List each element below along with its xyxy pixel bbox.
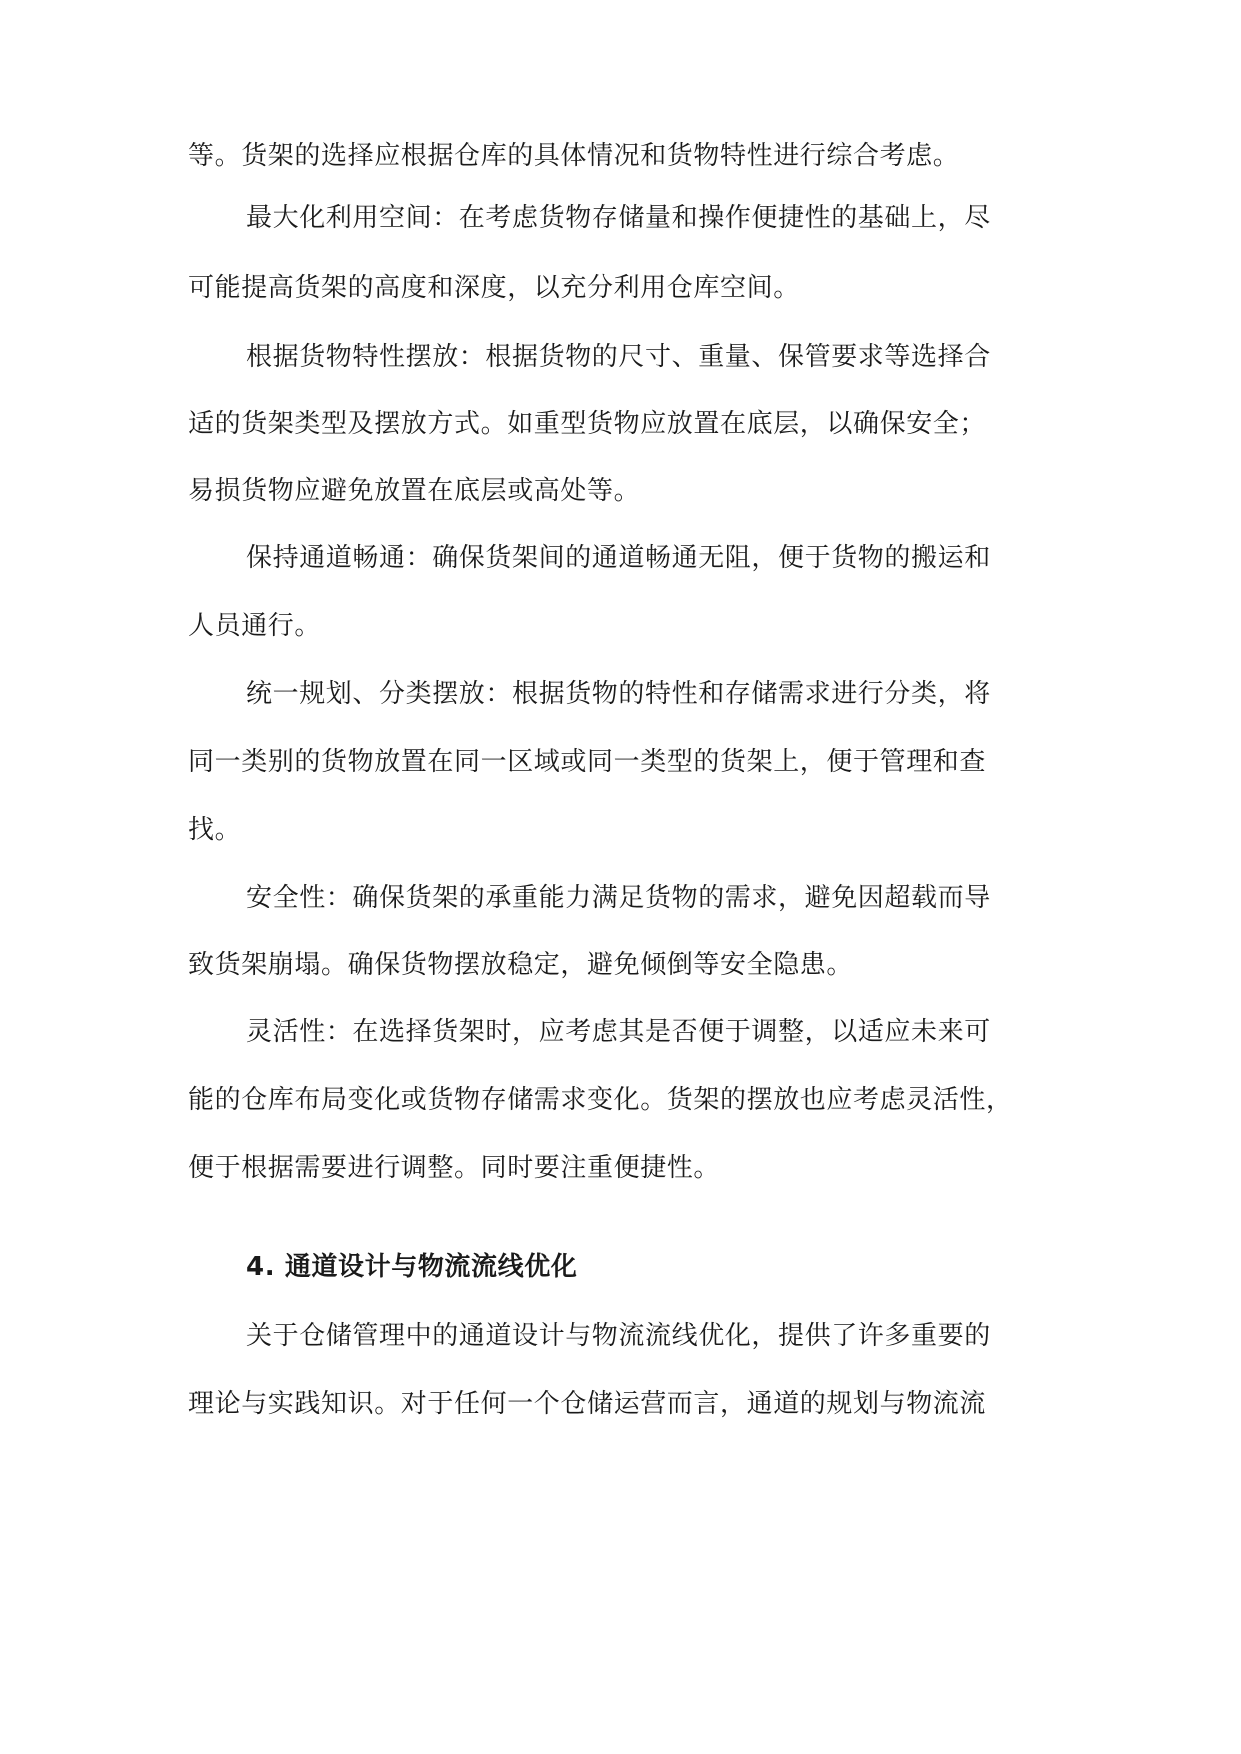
- text-line: 等。货架的选择应根据仓库的具体情况和货物特性进行综合考虑。: [188, 141, 960, 171]
- text-line: 找。: [188, 815, 242, 845]
- text-line: 致货架崩塌。确保货物摆放稳定，避免倾倒等安全隐患。: [188, 950, 854, 980]
- text-line: 关于仓储管理中的通道设计与物流流线优化，提供了许多重要的: [246, 1321, 991, 1351]
- text-line: 根据货物特性摆放：根据货物的尺寸、重量、保管要求等选择合: [246, 342, 991, 372]
- text-line: 适的货架类型及摆放方式。如重型货物应放置在底层，以确保安全；: [188, 409, 987, 439]
- text-line: 安全性：确保货架的承重能力满足货物的需求，避免因超载而导: [246, 883, 991, 913]
- text-line: 便于根据需要进行调整。同时要注重便捷性。: [188, 1153, 721, 1183]
- text-line: 能的仓库布局变化或货物存储需求变化。货架的摆放也应考虑灵活性，: [188, 1085, 1013, 1115]
- text-line: 理论与实践知识。对于任何一个仓储运营而言，通道的规划与物流流: [188, 1389, 987, 1419]
- text-line: 保持通道畅通：确保货架间的通道畅通无阻，便于货物的搬运和: [246, 543, 991, 573]
- text-line: 最大化利用空间：在考虑货物存储量和操作便捷性的基础上，尽: [246, 203, 991, 233]
- text-line: 统一规划、分类摆放：根据货物的特性和存储需求进行分类，将: [246, 679, 991, 709]
- text-line: 易损货物应避免放置在底层或高处等。: [188, 476, 641, 506]
- text-line: 人员通行。: [188, 611, 322, 641]
- section-heading: 4. 通道设计与物流流线优化: [246, 1252, 578, 1282]
- text-line: 可能提高货架的高度和深度，以充分利用仓库空间。: [188, 273, 800, 303]
- text-line: 灵活性：在选择货架时，应考虑其是否便于调整，以适应未来可: [246, 1017, 991, 1047]
- text-line: 同一类别的货物放置在同一区域或同一类型的货架上，便于管理和查: [188, 747, 987, 777]
